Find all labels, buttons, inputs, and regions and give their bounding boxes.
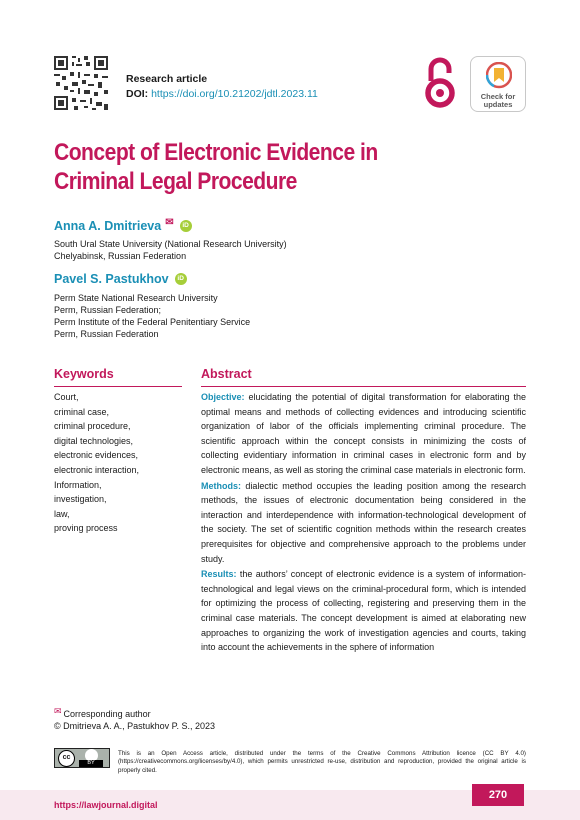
corresponding-note <box>54 708 215 732</box>
objective-text: elucidating the potential of digital transformation for elaborating the optimal means and methods of collecting evidences and introducing scientific organization of labor of the officials implementing criminal procedure. The scientific approach within the concept consists in minimizing the costs of collecting evidentiary information in criminal cases in electronic form and by electronic means, as well as storing the criminal case materials in electronic form. <box>201 392 526 475</box>
affiliation-line: South Ural State University (National Research University) <box>54 239 287 249</box>
keyword-item: Court, <box>54 392 79 402</box>
abstract-objective <box>201 390 526 478</box>
keyword-item: electronic evidences, <box>54 450 139 461</box>
copyright: © Dmitrieva A. A., Pastukhov P. S., 2023 <box>54 721 216 731</box>
doi-label: DOI: <box>126 88 149 100</box>
crossmark-icon <box>486 62 512 92</box>
abstract-divider <box>201 386 526 387</box>
crossmark-label-1: Check for <box>480 92 516 101</box>
page-number: 270 <box>472 784 524 806</box>
orcid-icon[interactable]: iD <box>175 273 187 285</box>
article-title: Concept of Electronic Evidence in Criminal Legal Procedure <box>54 139 378 195</box>
affiliation-line: Perm State National Research University <box>54 293 218 303</box>
keywords-divider <box>54 386 182 387</box>
keyword-item: Information, <box>54 479 102 490</box>
keyword-item: criminal case, <box>54 406 110 417</box>
keyword-item: investigation, <box>54 494 107 505</box>
cc-by-license-badge[interactable] <box>54 748 110 768</box>
by-label: BY <box>79 760 103 767</box>
crossmark-label-2: updates <box>483 100 513 109</box>
open-access-icon[interactable] <box>423 57 457 109</box>
abstract-results <box>201 567 526 655</box>
abstract-methods <box>201 479 526 567</box>
results-text: the authors’ concept of electronic evidence is a system of information-technological and legal views on the criminal-procedural form, which is intended for optimizing the process of collecting, registering and preserving them in the criminal case materials. The concept development is aimed at elaborating new approaches to organizing the work of investigation agencies and courts, taking into account the achievements in the sphere of information <box>201 569 526 653</box>
doi-link[interactable]: https://doi.org/10.21202/jdtl.2023.11 <box>151 88 318 100</box>
results-label: Results: <box>201 569 237 580</box>
methods-label: Methods: <box>201 480 241 491</box>
methods-text: dialectic method occupies the leading position among the research methods, the issues of electronic documentation being considered in the interaction and interdependence with information-technological development of the society. The set of scientific cognition methods within the research creates prerequisites for objective and comprehensive approach to the problems under study. <box>201 480 526 564</box>
corresponding-label: Corresponding author <box>63 709 151 719</box>
article-type: Research article <box>126 73 208 85</box>
keywords-heading: Keywords <box>54 367 114 381</box>
keyword-item: electronic interaction, <box>54 464 140 475</box>
keyword-item: law, <box>54 508 70 519</box>
author-2-affiliation <box>54 292 250 340</box>
author-2-name[interactable]: Pavel S. Pastukhov <box>54 272 169 286</box>
keywords-list <box>54 390 139 536</box>
affiliation-line: Perm, Russian Federation <box>54 329 159 339</box>
objective-label: Objective: <box>201 392 245 402</box>
author-1-name[interactable]: Anna A. Dmitrieva <box>54 219 162 233</box>
license-text: This is an Open Access article, distributed under the terms of the Creative Commons Attribution licence (CC BY 4.0) (https://creativecommons.org/licenses/by/4.0), which permits unrestricted re-use, distribution and reproduction, provided the original article is properly cited. <box>118 750 526 774</box>
orcid-icon[interactable]: iD <box>180 220 192 232</box>
qr-code-icon <box>54 56 108 110</box>
article-meta <box>126 72 318 102</box>
affiliation-line: Perm Institute of the Federal Penitentiary Service <box>54 317 251 327</box>
cc-icon: cc <box>58 750 75 767</box>
keyword-item: proving process <box>54 523 118 534</box>
keyword-item: criminal procedure, <box>54 421 131 432</box>
author-1 <box>54 216 192 233</box>
abstract-body <box>201 390 526 656</box>
keyword-item: digital technologies, <box>54 435 134 446</box>
affiliation-line: Chelyabinsk, Russian Federation <box>54 251 187 261</box>
mail-icon[interactable]: ✉ <box>165 216 174 228</box>
abstract-heading: Abstract <box>201 367 252 381</box>
mail-icon: ✉ <box>54 706 62 716</box>
author-1-affiliation <box>54 238 287 262</box>
journal-site-link[interactable]: https://lawjournal.digital <box>54 800 158 810</box>
affiliation-line: Perm, Russian Federation; <box>54 305 162 315</box>
check-for-updates-badge[interactable] <box>470 56 526 112</box>
author-2 <box>54 272 187 286</box>
